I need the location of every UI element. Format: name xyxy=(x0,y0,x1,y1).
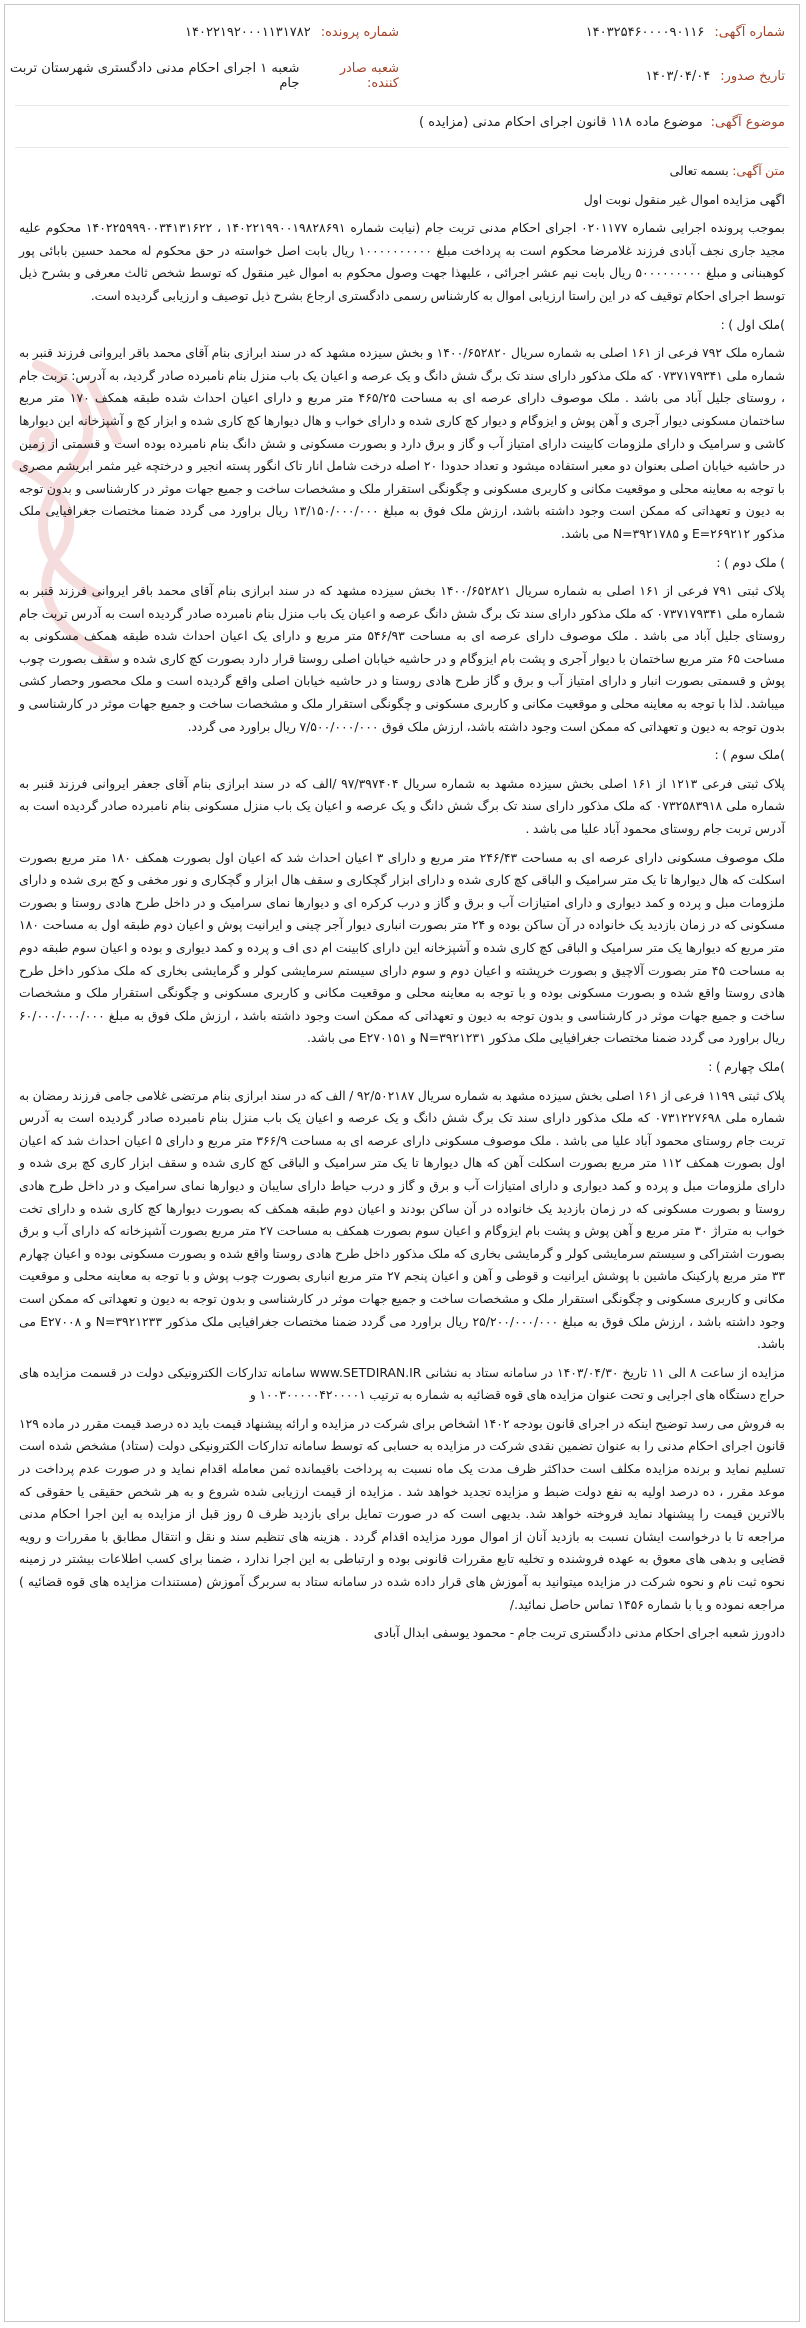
intro-paragraph: بموجب پرونده اجرایی شماره ۰۲۰۱۱۷۷ اجرای احکام مدنی تربت جام (نیابت شماره ۱۴۰۲۲۱۹۹۰۰۱۹۸۲۸۶۹۱ ، ۱۴۰۲۲۵۹۹۹۰۰۳۴۱۳۱۶۲۲ محکوم علیه مجید جاری نجف آبادی فرزند غلامرضا محکوم است به پرداخت مبلغ ۱۰۰۰۰۰۰۰۰۰۰ ریال بابت اصل خواسته در حق محکوم له محمد حسین بابائی پور کوهبنانی و مبلغ ۵۰۰۰۰۰۰۰۰۰ ریال بابت نیم عشر اجرائی ، علیهذا جهت وصول محکوم به اموال غیر منقول که توسط شخص ثالث معرفی و بشرح ذیل توسط اجرای احکام توقیف که در این راستا ارزیابی اموال به کارشناس رسمی دادگستری ارجاع بشرح ذیل توصیف و ارزیابی گردیده است. xyxy=(19,220,786,303)
lot-heading: )ملک چهارم ) : xyxy=(708,1058,785,1074)
ad-number-value: ۱۴۰۳۲۵۴۶۰۰۰۰۹۰۱۱۶ xyxy=(585,24,705,40)
case-number-label: شماره پرونده: xyxy=(320,24,399,40)
ad-number-label: شماره آگهی: xyxy=(714,24,785,40)
lot-heading: )ملک سوم ) : xyxy=(714,747,785,763)
subject-row xyxy=(5,115,799,130)
meta-row-issuer xyxy=(5,55,799,97)
divider xyxy=(15,147,789,148)
subject-label: موضوع آگهی: xyxy=(710,115,785,130)
notice-title: اگهی مزایده اموال غیر منقول نوبت اول xyxy=(583,191,785,207)
lot-paragraph: پلاک ثبتی فرعی ۱۲۱۳ از ۱۶۱ اصلی بخش سیزده مشهد به شماره سریال ۹۷/۳۹۷۴۰۴ /الف که در سند ابرازی بنام آقای جعفر ایروانی فرزند قنبر به شماره ملی ۰۷۳۲۵۸۳۹۱۸ که ملک مذکور دارای سند تک برگ شش دانگ و یک عرصه و اعیان یک باب منزل مسکونی بنام نامبرده صادر گردیده است به آدرس تربت جام روستای محمود آباد علیا می باشد . xyxy=(19,775,785,837)
signature-line: دادورز شعبه اجرای احکام مدنی دادگستری تربت جام - محمود یوسفی ابدال آبادی xyxy=(373,1625,785,1641)
issue-date-label: تاریخ صدور: xyxy=(720,68,785,84)
text-label: متن آگهی: xyxy=(732,163,785,178)
lot-paragraph: شماره ملک ۷۹۲ فرعی از ۱۶۱ اصلی به شماره سریال ۱۴۰۰/۶۵۲۸۲۰ و بخش سیزده مشهد که در سند ابرازی بنام آقای محمد باقر ایروانی فرزند قنبر به شماره ملی ۰۷۳۷۱۷۹۳۴۱ که ملک مذکور دارای سند تک برگ شش دانگ و یک عرصه و اعیان یک باب منزل بنام نامبرده صادر گردید، به آدرس: تربت جام ، روستای جلیل آباد می باشد . ملک موصوف دارای عرصه ای به مساحت ۴۶۵/۲۵ متر مربع و دارای اعیان احداث شده طبقه همکف ۱۷۰ متر مربع ساختمان مسکونی دیوار آجری و آهن پوش و ایزوگام و دیوار کچ کاری شده و دارای خواب و هال دیوارها کچ کاری شده و ابزار کچ و آشپزخانه این دیوارها کاشی و سرامیک و دارای ملزومات کابینت دارای امتیاز آب و گاز و برق دارد و بصورت مسکونی و شش دانگ بنام نامبرده بوده است و قسمتی از زمین در حاشیه خیابان اصلی بعنوان دو معبر استفاده میشود و تعداد حدودا ۲۰ اصله درخت شامل انار تاک انگور پسته انجیر و درختچه غیر مثمر ابریشم مصری با توجه به معاینه محلی و موقعیت مکانی و کاربری مسکونی و چگونگی استقرار ملک و مشخصات ساخت و جمیع جهات موثر در کارشناسی و بدون توجه به دیون و تعهداتی که ممکن است وجود داشته باشد، ارزش ملک فوق به مبلغ ۱۳/۱۵۰/۰۰۰/۰۰۰ ریال براورد می گردد ضمنا مختصات جغرافیایی ملک مذکور E=۲۶۹۲۱۲ و N=۳۹۲۱۷۸۵ می باشد. xyxy=(19,345,786,541)
notice-card xyxy=(4,4,800,2322)
meta-row-numbers xyxy=(5,11,799,53)
basmala: بسمه تعالی xyxy=(669,163,729,178)
issue-date-value: ۱۴۰۳/۰۴/۰۴ xyxy=(645,68,711,84)
lot-paragraph: پلاک ثبتی ۱۱۹۹ فرعی از ۱۶۱ اصلی بخش سیزده مشهد به شماره سریال ۹۲/۵۰۲۱۸۷ / الف که در سند ابرازی بنام مرتضی غلامی جامی فرزند رمضان به شماره ملی ۰۷۳۱۲۲۷۶۹۸ که ملک مذکور دارای سند تک برگ شش دانگ و یک عرصه و اعیان یک باب منزل بنام نامبرده صادر گردیده است به آدرس تربت جام روستای محمود آباد علیا می باشد . ملک موصوف مسکونی دارای عرصه ای به مساحت ۳۶۶/۹ متر مربع و دارای ۵ اعیان احداث شد که اعیان اول بصورت همکف ۱۱۲ متر مربع بصورت اسکلت آهن که هال دیوارها تا یک متر سرامیک و الباقی کچ کاری شده و سقف ابزار کاری کچ بری شده و دارای ملزومات مبل و پرده و کمد دیواری و دارای امتیازات آب و برق و گاز و درب حیاط دارای سایبان و دیوارها نمای سرامیک و در داخل طرح هادی روستا و بصورت مسکونی که در زمان بازدید یک خانواده در آن ساکن بودند و اعیان دوم طبقه همکف که بصورت دیوارها کچ کاری شده و دارای تخت خواب به متراژ ۳۰ متر مربع و آهن پوش و پشت بام ایزوگام و اعیان سوم بصورت همکف به مساحت ۲۷ متر مربع بصورت آشپزخانه که دارای آب و برق بصورت اشتراکی و سیستم سرمایشی کولر و گرمایشی بخاری که ملک مذکور داخل طرح هادی روستا واقع شده و بصورت مسکونی بوده و اعیان چهارم ۳۳ متر مربع پارکینک ماشین با پوشش ایرانیت و قوطی و آهن و اعیان پنجم ۲۷ متر مربع انباری بصورت چوب پوش و با توجه به معاینه محلی و موقعیت مکانی و کاربری مسکونی و چگونگی استقرار ملک و مشخصات ساخت و جمیع جهات موثر در کارشناسی و بدون توجه به دیون و تعهداتی که ممکن است وجود داشته باشد ، ارزش ملک فوق به مبلغ ۲۵/۲۰۰/۰۰۰/۰۰۰ ریال براورد می گردد ضمنا مختصات جغرافیایی ملک مذکور ۳۹۲۱۲۳۳=N و E۲۷۰۰۸ می باشد. xyxy=(19,1087,786,1352)
case-number xyxy=(185,25,399,40)
notice-body xyxy=(19,160,785,2313)
body-header xyxy=(19,160,785,183)
lot-paragraph: پلاک ثبتی ۷۹۱ فرعی از ۱۶۱ اصلی به شماره سریال ۱۴۰۰/۶۵۲۸۲۱ بخش سیزده مشهد که در سند ابرازی بنام آقای محمد باقر ایروانی فرزند قنبر به شماره ملی ۰۷۳۷۱۷۹۳۴۱ که ملک مذکور دارای سند تک برگ شش دانگ عرصه و اعیان یک باب منزل بنام نامبرده صادر گردیده است به آدرس تربت جام روستای جلیل آباد می باشد . ملک موصوف دارای عرصه ای به مساحت ۵۴۶/۹۳ متر مربع و دارای یک اعیان احداث شده طبقه همکف مسکونی به مساحت ۶۵ متر مربع ساختمان با دیوار آجری و پشت بام ایزوگام و در حاشیه خیابان اصلی روستا قرار دارد بصورت کچ کاری شده و سقف بصورت چوب پوش و قسمتی بصورت انبار و دارای امتیاز آب و برق و گاز طرح هادی روستا و در حاشیه خیابان اصلی واقع گردیده است و ملک محصور وحصار کشی میباشد. لذا با توجه به معاینه محلی و موقعیت مکانی و کاربری مسکونی و چگونگی استقرار ملک و مشخصات ساخت و جمیع جهات موثر در کارشناسی و بدون توجه به دیون و تعهداتی که ممکن است وجود داشته باشد، ارزش ملک فوق ۷/۵۰۰/۰۰۰/۰۰۰ ریال براورد می گردد. xyxy=(19,583,785,734)
lot-heading: )ملک اول ) : xyxy=(720,316,785,332)
lot-paragraph: ملک موصوف مسکونی دارای عرصه ای به مساحت ۲۴۶/۴۳ متر مربع و دارای ۳ اعیان احداث شد که اعیان اول بصورت همکف ۱۸۰ متر مربع بصورت اسکلت که هال دیوارها تا یک متر سرامیک و الباقی کچ کاری شده و دارای ابزار گچکاری و سقف هال ابزار و گچکاری و نور مخفی و کچ بری شده و دارای ملزومات مبل و پرده و کمد دیواری و دارای امتیازات آب و برق و گاز و درب کرکره ای و دیوارها نمای سرامیک و در داخل طرح هادی روستا و بصورت مسکونی که در زمان بازدید یک خانواده در آن ساکن بوده و ۲۴ متر بصورت انباری دیوار آجر چینی و ایرانیت پوش و اعیان دوم طبقه اول به مساحت ۱۸۰ متر مربع که دیوارها یک متر سرامیک و الباقی کچ کاری شده و آشپزخانه این دارای کابینت ام دی اف و پرده و کمد دیواری و بوده و اعیان سوم طبقه دوم به مساحت ۴۵ متر بصورت آلاچیق و بصورت خرپشته و اعیان دوم و سوم دارای سیستم سرمایشی کولر و گرمایشی بخاری که ملک مذکور داخل طرح هادی روستا واقع شده و بصورت مسکونی بوده و با توجه به معاینه محلی و موقعیت مکانی و کاربری مسکونی و چگونگی استقرار ملک و مشخصات ساخت و جمیع جهات موثر در کارشناسی و بدون توجه به دیون و تعهداتی که ممکن است وجود داشته باشد ، ارزش ملک فوق به مبلغ ۶۰/۰۰۰/۰۰۰/۰۰۰ ریال براورد می گردد ضمنا مختصات جغرافیایی ملک مذکور ۳۹۲۱۲۳۱=N و E۲۷۰۱۵۱ می باشد. xyxy=(19,849,786,1046)
subject-value: موضوع ماده ۱۱۸ قانون اجرای احکام مدنی (مزایده ) xyxy=(419,115,703,130)
issue-date xyxy=(646,69,785,84)
issuing-branch xyxy=(5,61,399,91)
divider xyxy=(15,105,789,106)
issuing-branch-value: شعبه ۱ اجرای احکام مدنی دادگستری شهرستان تربت جام xyxy=(9,61,300,91)
lot-heading: ) ملک دوم ) : xyxy=(716,554,785,570)
terms-paragraph: به فروش می رسد توضیح اینکه در اجرای قانون بودجه ۱۴۰۲ اشخاص برای شرکت در مزایده و ارائه پیشنهاد قیمت باید ده درصد قیمت مقرر در ماده ۱۲۹ قانون اجرای احکام مدنی را به عنوان تضمین نقدی شرکت در مزایده به حسابی که توسط سامانه تدارکات الکترونیکی دولت (ستاد) مشخص شده است تسلیم نماید و برنده مزایده مکلف است حداکثر ظرف مدت یک ماه نسبت به پرداخت باقیمانده ثمن معامله اقدام نماید و در صورت عدم پرداخت در موعد مقرر ، ده درصد اولیه به نفع دولت ضبط و مزایده تجدید خواهد شد . مزایده از قیمت ارزیابی شده شروع و به هر شخص حقیقی یا حقوقی که بالاترین قیمت را پیشنهاد نماید فروخته خواهد شد. بدیهی است که در صورت تمایل برای بازدید ظرف ۵ روز قبل از مزایده به این اجرا احکام مدنی مراجعه تا با درخواست ایشان نسبت به بازدید آنان از اموال مورد مزایده اقدام گردد . هزینه های تنظیم سند و نقل و انتقال مطابق با مقررات و رویه قضایی و بدهی های معوق به عهده فروشنده و تخلیه تابع مقررات قانونی بوده و ارتباطی به این اجرا ندارد ، ضمنا برای کسب اطلاعات بیشتر در زمینه نحوه ثبت نام و نحوه شرکت در مزایده میتوانید به آموزش های قرار داده شده در سامانه ستاد به سربرگ آموزش (مستندات مزایده های قوه قضائیه ) مراجعه نموده و یا با شماره ۱۴۵۶ تماس حاصل نمائید./ xyxy=(19,1415,785,1612)
issuing-branch-label: شعبه صادر کنندە: xyxy=(339,61,399,91)
auction-time-paragraph: مزایده از ساعت ۸ الی ۱۱ تاریخ ۱۴۰۳/۰۴/۳۰ در سامانه ستاد به نشانی www.SETDIRAN.IR سامانه تدارکات الکترونیکی دولت در قسمت مزایده های حراج دستگاه های اجرایی و تحت عنوان مزایده های قوه قضائیه به شماره به ترتیب ۱۰۰۳۰۰۰۰۰۴۲۰۰۰۰۱ و xyxy=(19,1364,785,1403)
case-number-value: ۱۴۰۲۲۱۹۲۰۰۰۱۱۳۱۷۸۲ xyxy=(185,24,311,40)
ad-number xyxy=(586,25,785,40)
